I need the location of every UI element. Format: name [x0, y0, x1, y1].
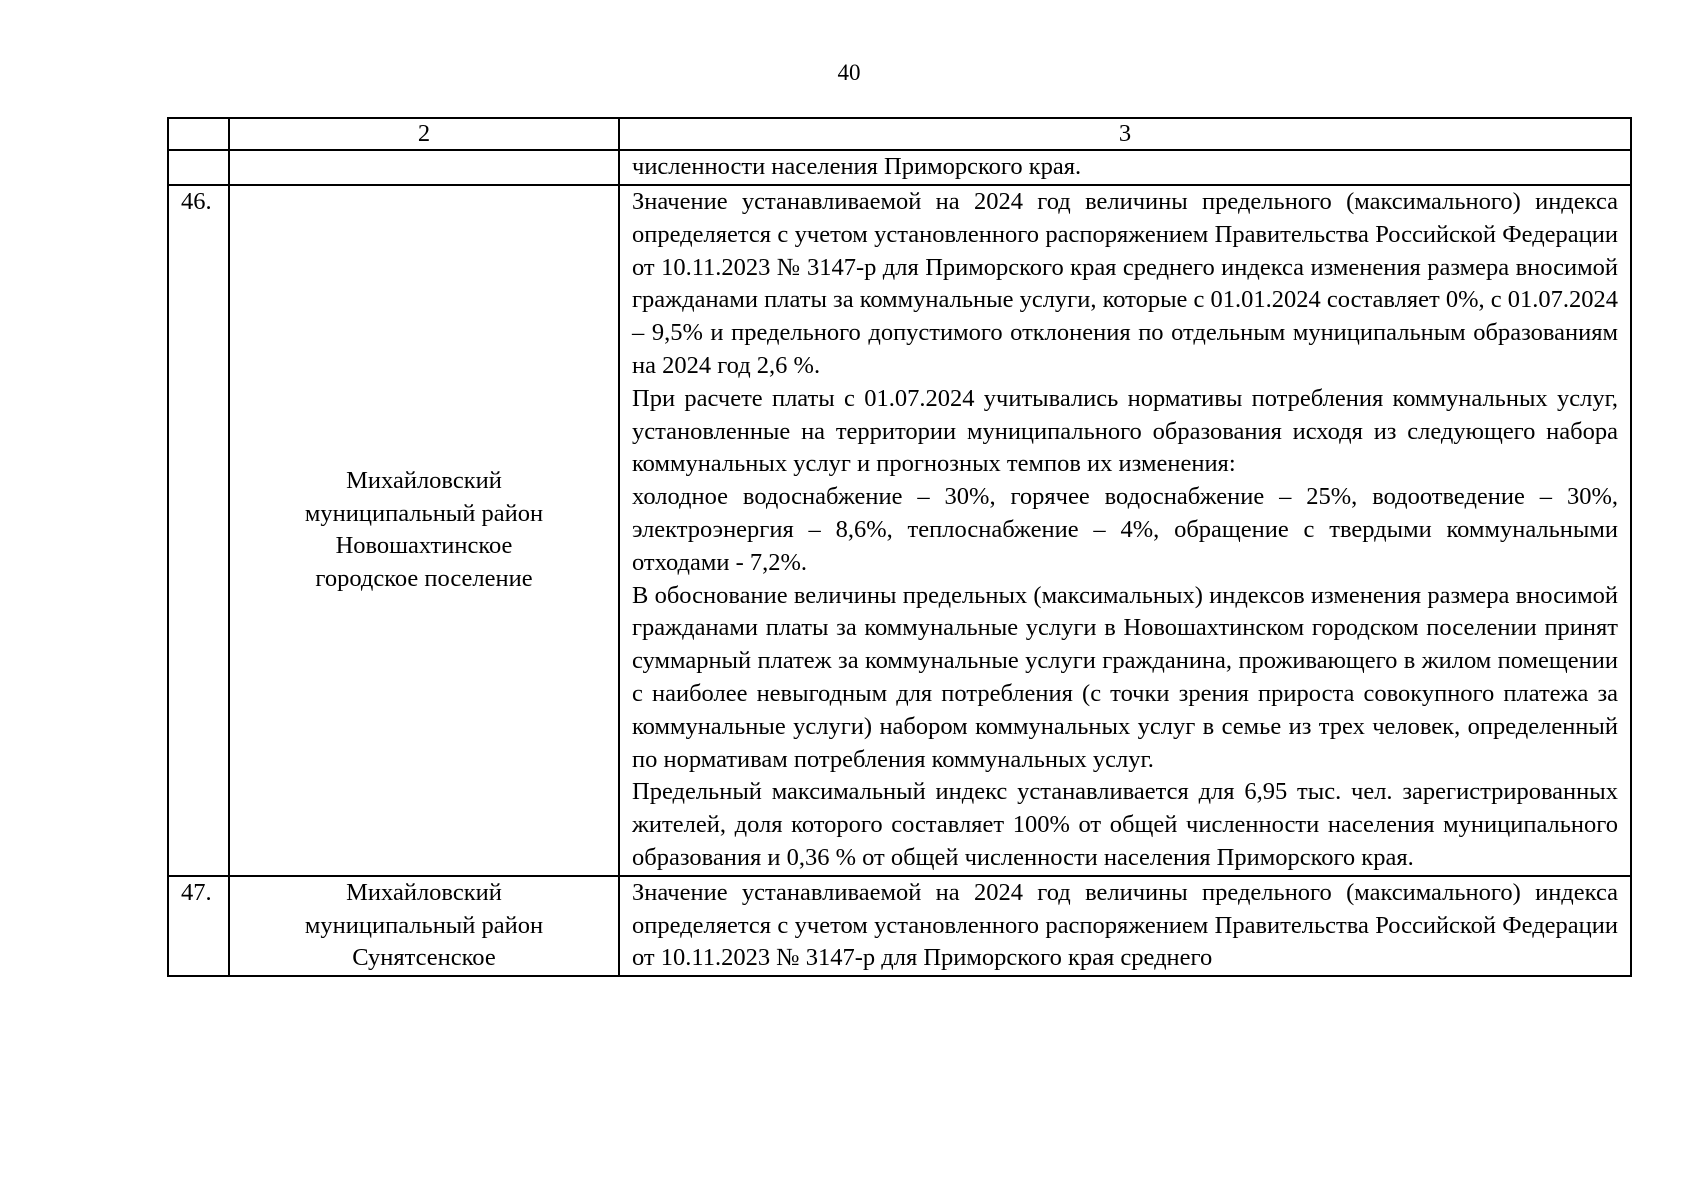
- row-number: [168, 150, 229, 185]
- document-table: [167, 117, 1632, 977]
- paragraph: Значение устанавливаемой на 2024 год величины предельного (максимального) индекса определяется с учетом установленного распоряжением Правительства Российской Федерации от 10.11.2023 № 3147-р для Приморского края среднего индекса изменения размера вносимой гражданами платы за коммунальные услуги, которые с 01.01.2024 составляет 0%, с 01.07.2024 – 9,5% и предельного допустимого отклонения по отдельным муниципальным образованиям на 2024 год 2,6 %.: [632, 188, 1618, 379]
- municipality-cell: [229, 150, 619, 185]
- paragraph: холодное водоснабжение – 30%, горячее водоснабжение – 25%, водоотведение – 30%, электроэнергия – 8,6%, теплоснабжение – 4%, обращение с твердыми коммунальными отходами - 7,2%.: [632, 483, 1618, 576]
- row-number: 47.: [168, 876, 229, 976]
- table-row-47: [168, 876, 1631, 976]
- description-cell: численности населения Приморского края.: [619, 150, 1631, 185]
- municipality-line: Михайловский: [346, 466, 502, 494]
- municipality-line: муниципальный район: [304, 911, 544, 939]
- description-cell: [619, 876, 1631, 976]
- header-cell-1: [168, 118, 229, 150]
- row-number: 46.: [168, 185, 229, 876]
- municipality-cell: [229, 185, 619, 876]
- page-number: 40: [837, 60, 861, 85]
- paragraph: Значение устанавливаемой на 2024 год величины предельного (максимального) индекса определяется с учетом установленного распоряжением Правительства Российской Федерации от 10.11.2023 № 3147-р для Приморского края среднего: [632, 878, 1618, 972]
- table-header-row: [168, 118, 1631, 150]
- description-cell: [619, 185, 1631, 876]
- municipality-cell: [229, 876, 619, 976]
- header-cell-3: 3: [619, 118, 1631, 150]
- paragraph: В обоснование величины предельных (максимальных) индексов изменения размера вносимой гражданами платы за коммунальные услуги в Новошахтинском городском поселении принят суммарный платеж за коммунальные услуги гражданина, проживающего в жилом помещении с наиболее невыгодным для потребления (с точки зрения прироста совокупного платежа за коммунальные услуги) набором коммунальных услуг в семье из трех человек, определенный по нормативам потребления коммунальных услуг.: [632, 581, 1618, 773]
- municipality-line: городское поселение: [315, 565, 533, 593]
- municipality-line: Новошахтинское: [335, 532, 513, 560]
- municipality-line: Сунятсенское: [352, 944, 496, 972]
- table-row-continuation: [168, 150, 1631, 185]
- municipality-line: Михайловский: [346, 878, 502, 906]
- municipality-line: муниципальный район: [304, 499, 544, 527]
- table-row-46: [168, 185, 1631, 876]
- header-cell-2: 2: [229, 118, 619, 150]
- paragraph: Предельный максимальный индекс устанавливается для 6,95 тыс. чел. зарегистрированных жителей, доля которого составляет 100% от общей численности населения муниципального образования и 0,36 % от общей численности населения Приморского края.: [632, 778, 1618, 871]
- paragraph: При расчете платы с 01.07.2024 учитывались нормативы потребления коммунальных услуг, установленные на территории муниципального образования исходя из следующего набора коммунальных услуг и прогнозных темпов их изменения:: [632, 384, 1618, 478]
